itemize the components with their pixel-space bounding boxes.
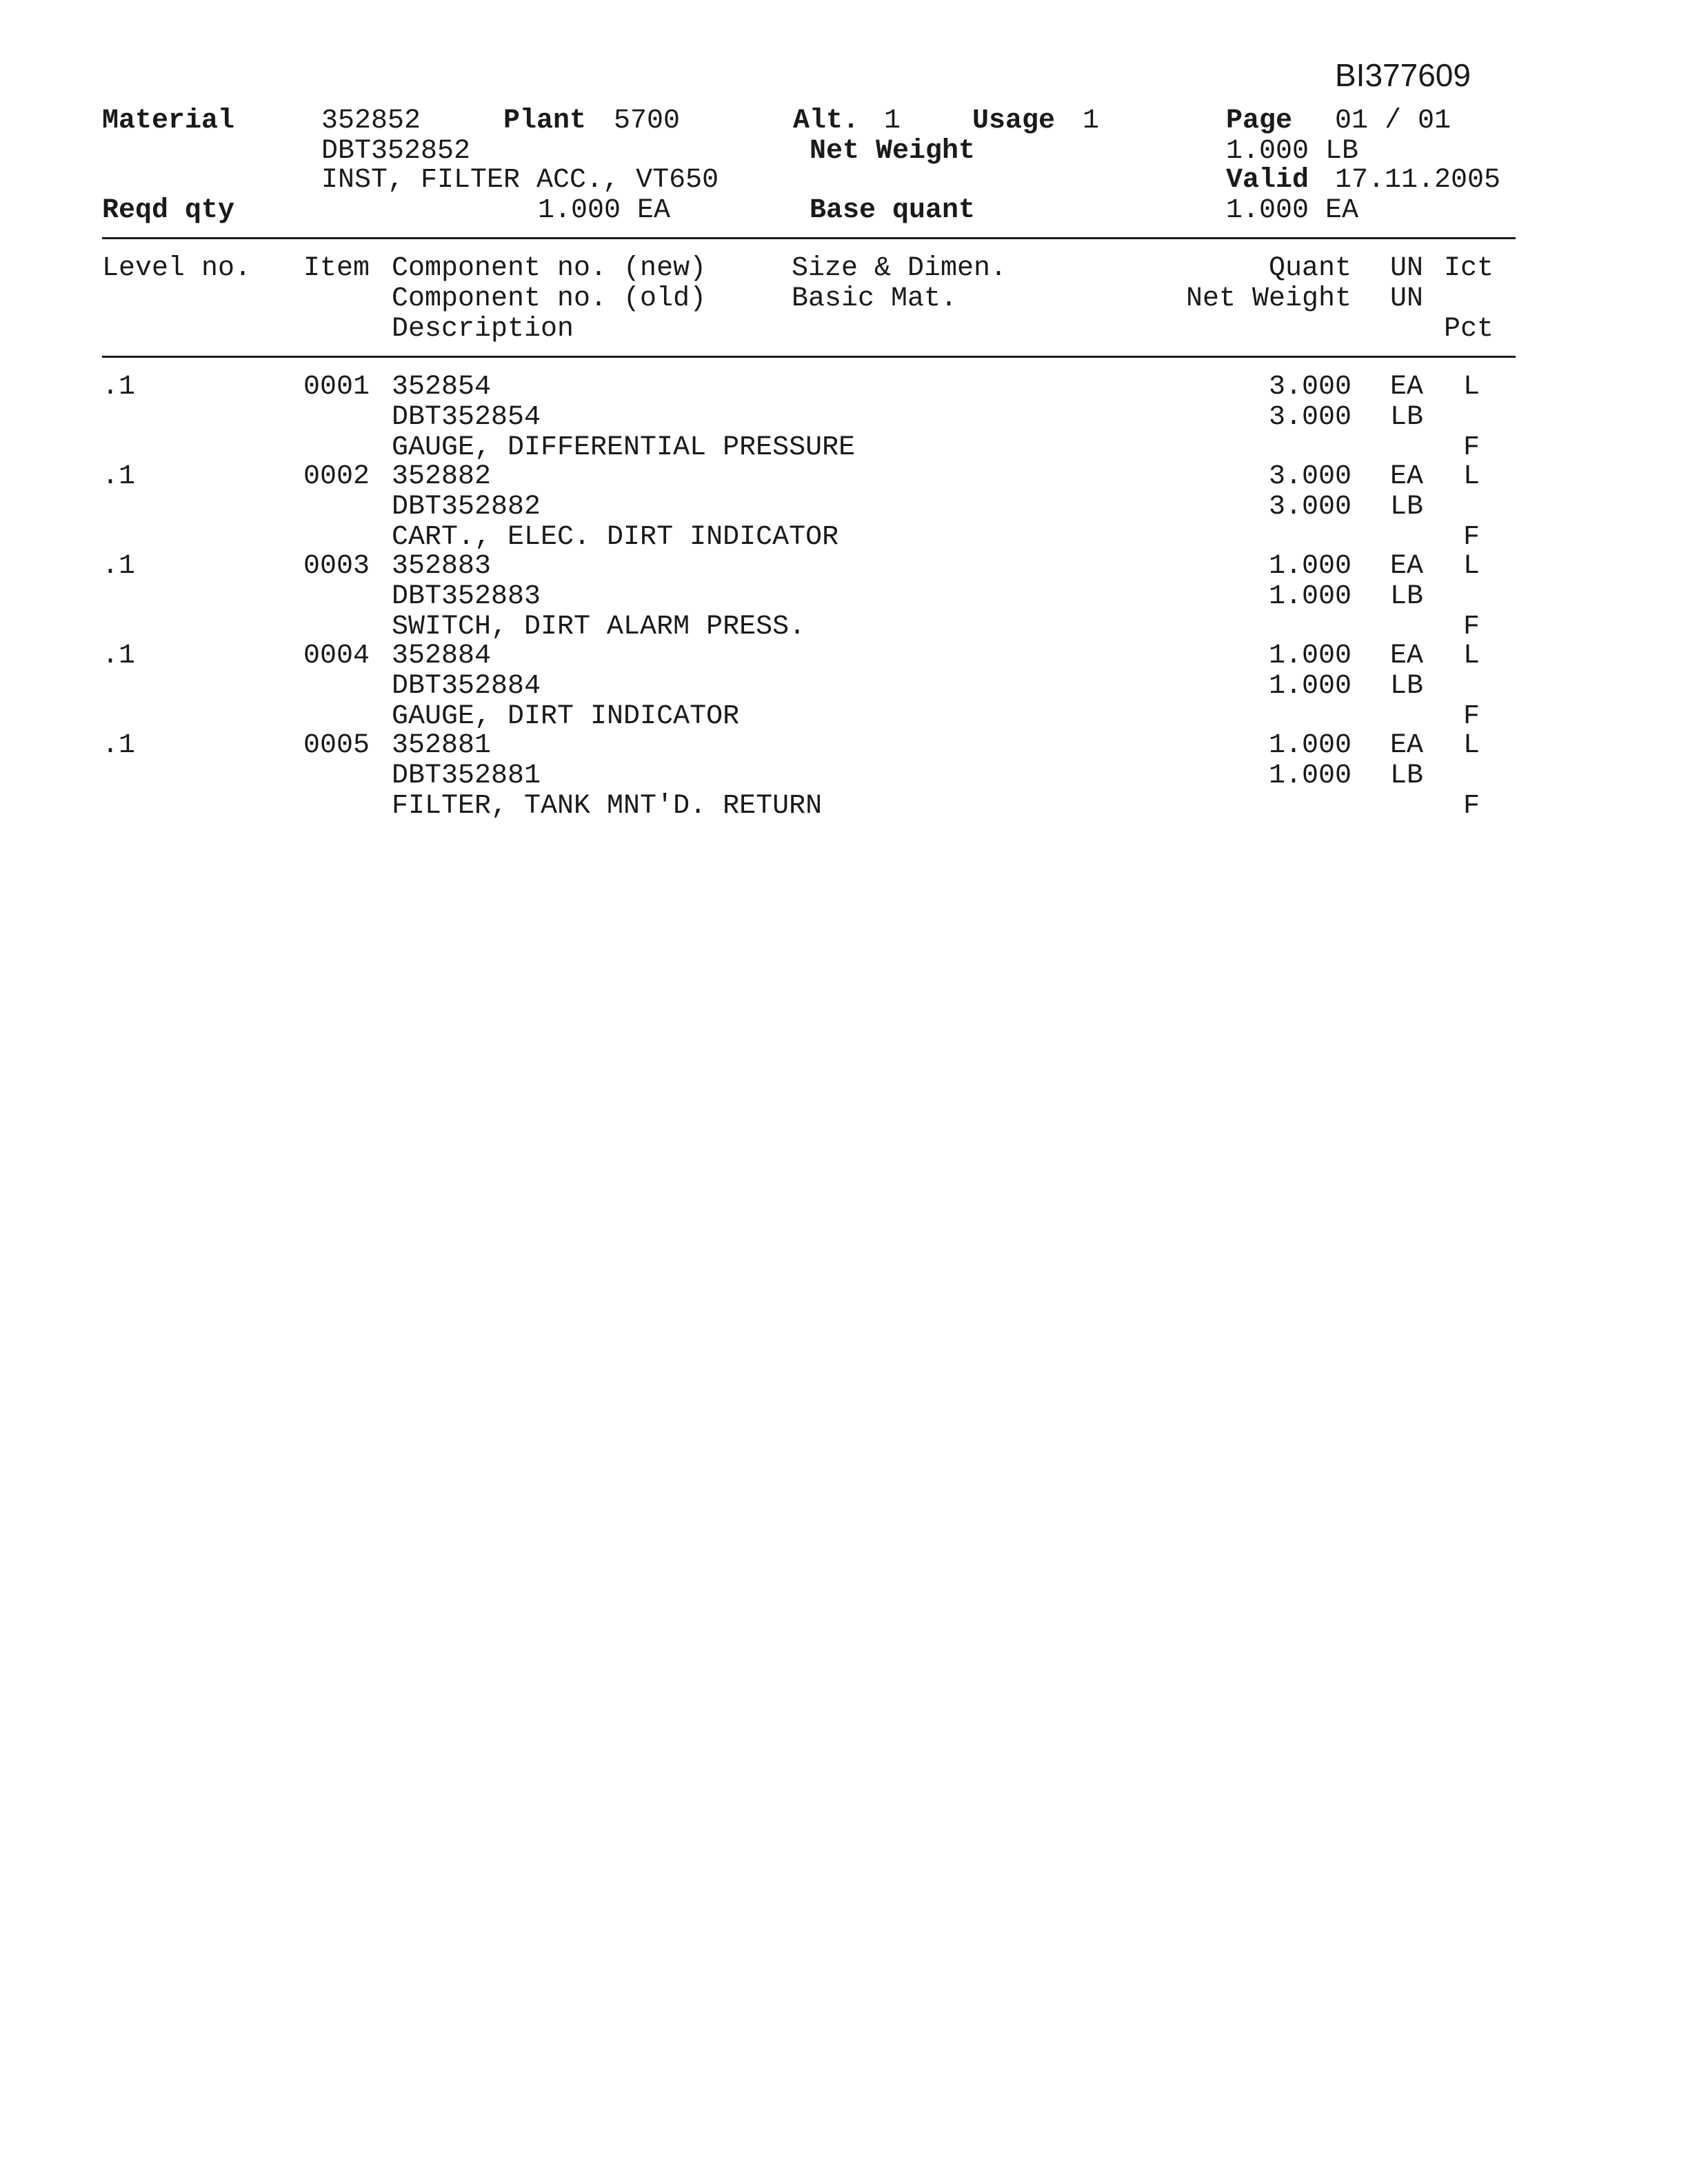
component-new: 352854: [392, 372, 492, 403]
item-description: FILTER, TANK MNT'D. RETURN: [392, 791, 823, 822]
col-level-no: Level no.: [102, 253, 252, 284]
item-weight-unit: LB: [1390, 402, 1424, 433]
material-label: Material: [102, 105, 235, 136]
base-quant-label: Base quant: [810, 195, 976, 226]
item-quant-unit: EA: [1390, 461, 1424, 492]
reqd-qty-value: 1.000 EA: [538, 195, 671, 226]
col-un-2: UN: [1390, 283, 1424, 314]
net-weight-label: Net Weight: [810, 136, 976, 167]
item-description: SWITCH, DIRT ALARM PRESS.: [392, 611, 806, 643]
component-old: DBT352881: [392, 760, 541, 791]
component-old: DBT352883: [392, 581, 541, 612]
item-number: 0005: [303, 730, 370, 761]
item-ict: L: [1463, 640, 1480, 671]
col-component-new: Component no. (new): [392, 253, 707, 284]
item-ict: L: [1463, 730, 1480, 761]
item-number: 0003: [303, 551, 370, 582]
item-net-weight: 3.000: [1268, 492, 1352, 523]
header-divider: [102, 237, 1516, 239]
component-new: 352884: [392, 640, 492, 671]
material-number: 352852: [321, 105, 421, 136]
item-pct: F: [1463, 611, 1480, 643]
column-header-divider: [102, 356, 1516, 358]
item-net-weight: 1.000: [1268, 671, 1352, 702]
page-value: 01 / 01: [1335, 105, 1451, 136]
item-number: 0002: [303, 461, 370, 492]
plant-label: Plant: [503, 105, 587, 136]
item-quant: 3.000: [1268, 461, 1352, 492]
usage-label: Usage: [972, 105, 1056, 136]
item-quant: 1.000: [1268, 551, 1352, 582]
component-old: DBT352882: [392, 492, 541, 523]
col-basic-mat: Basic Mat.: [792, 283, 958, 314]
material-description: INST, FILTER ACC., VT650: [321, 165, 719, 196]
col-pct: Pct: [1444, 314, 1494, 345]
item-weight-unit: LB: [1390, 581, 1424, 612]
base-quant-value: 1.000 EA: [1226, 195, 1359, 226]
item-level: .1: [102, 551, 136, 582]
valid-date: 17.11.2005: [1335, 165, 1501, 196]
alt-label: Alt.: [793, 105, 860, 136]
col-un-1: UN: [1390, 253, 1424, 284]
item-number: 0001: [303, 372, 370, 403]
page-label: Page: [1226, 105, 1293, 136]
item-pct: F: [1463, 522, 1480, 553]
reqd-qty-label: Reqd qty: [102, 195, 235, 226]
col-description: Description: [392, 314, 574, 345]
component-old: DBT352884: [392, 671, 541, 702]
item-level: .1: [102, 730, 136, 761]
item-net-weight: 1.000: [1268, 581, 1352, 612]
item-quant: 1.000: [1268, 640, 1352, 671]
item-weight-unit: LB: [1390, 760, 1424, 791]
item-number: 0004: [303, 640, 370, 671]
item-net-weight: 1.000: [1268, 760, 1352, 791]
col-ict: Ict: [1444, 253, 1494, 284]
component-new: 352883: [392, 551, 492, 582]
item-quant-unit: EA: [1390, 730, 1424, 761]
item-description: CART., ELEC. DIRT INDICATOR: [392, 522, 839, 553]
item-description: GAUGE, DIFFERENTIAL PRESSURE: [392, 432, 856, 463]
item-weight-unit: LB: [1390, 492, 1424, 523]
component-new: 352881: [392, 730, 492, 761]
item-pct: F: [1463, 791, 1480, 822]
item-quant-unit: EA: [1390, 372, 1424, 403]
item-pct: F: [1463, 432, 1480, 463]
item-quant-unit: EA: [1390, 640, 1424, 671]
item-quant: 1.000: [1268, 730, 1352, 761]
item-weight-unit: LB: [1390, 671, 1424, 702]
item-quant: 3.000: [1268, 372, 1352, 403]
item-ict: L: [1463, 461, 1480, 492]
item-description: GAUGE, DIRT INDICATOR: [392, 701, 740, 732]
col-quant: Quant: [1268, 253, 1352, 284]
item-ict: L: [1463, 372, 1480, 403]
item-pct: F: [1463, 701, 1480, 732]
document-id: BI377609: [1335, 57, 1471, 93]
item-level: .1: [102, 461, 136, 492]
col-size-dimen: Size & Dimen.: [792, 253, 1007, 284]
old-material-number: DBT352852: [321, 136, 471, 167]
alt-number: 1: [884, 105, 901, 136]
item-quant-unit: EA: [1390, 551, 1424, 582]
col-item: Item: [303, 253, 370, 284]
item-net-weight: 3.000: [1268, 402, 1352, 433]
col-component-old: Component no. (old): [392, 283, 707, 314]
item-level: .1: [102, 372, 136, 403]
usage-number: 1: [1083, 105, 1100, 136]
item-ict: L: [1463, 551, 1480, 582]
col-net-weight: Net Weight: [1185, 283, 1352, 314]
item-level: .1: [102, 640, 136, 671]
valid-label: Valid: [1226, 165, 1309, 196]
component-new: 352882: [392, 461, 492, 492]
component-old: DBT352854: [392, 402, 541, 433]
net-weight-value: 1.000 LB: [1226, 136, 1359, 167]
plant-number: 5700: [614, 105, 681, 136]
